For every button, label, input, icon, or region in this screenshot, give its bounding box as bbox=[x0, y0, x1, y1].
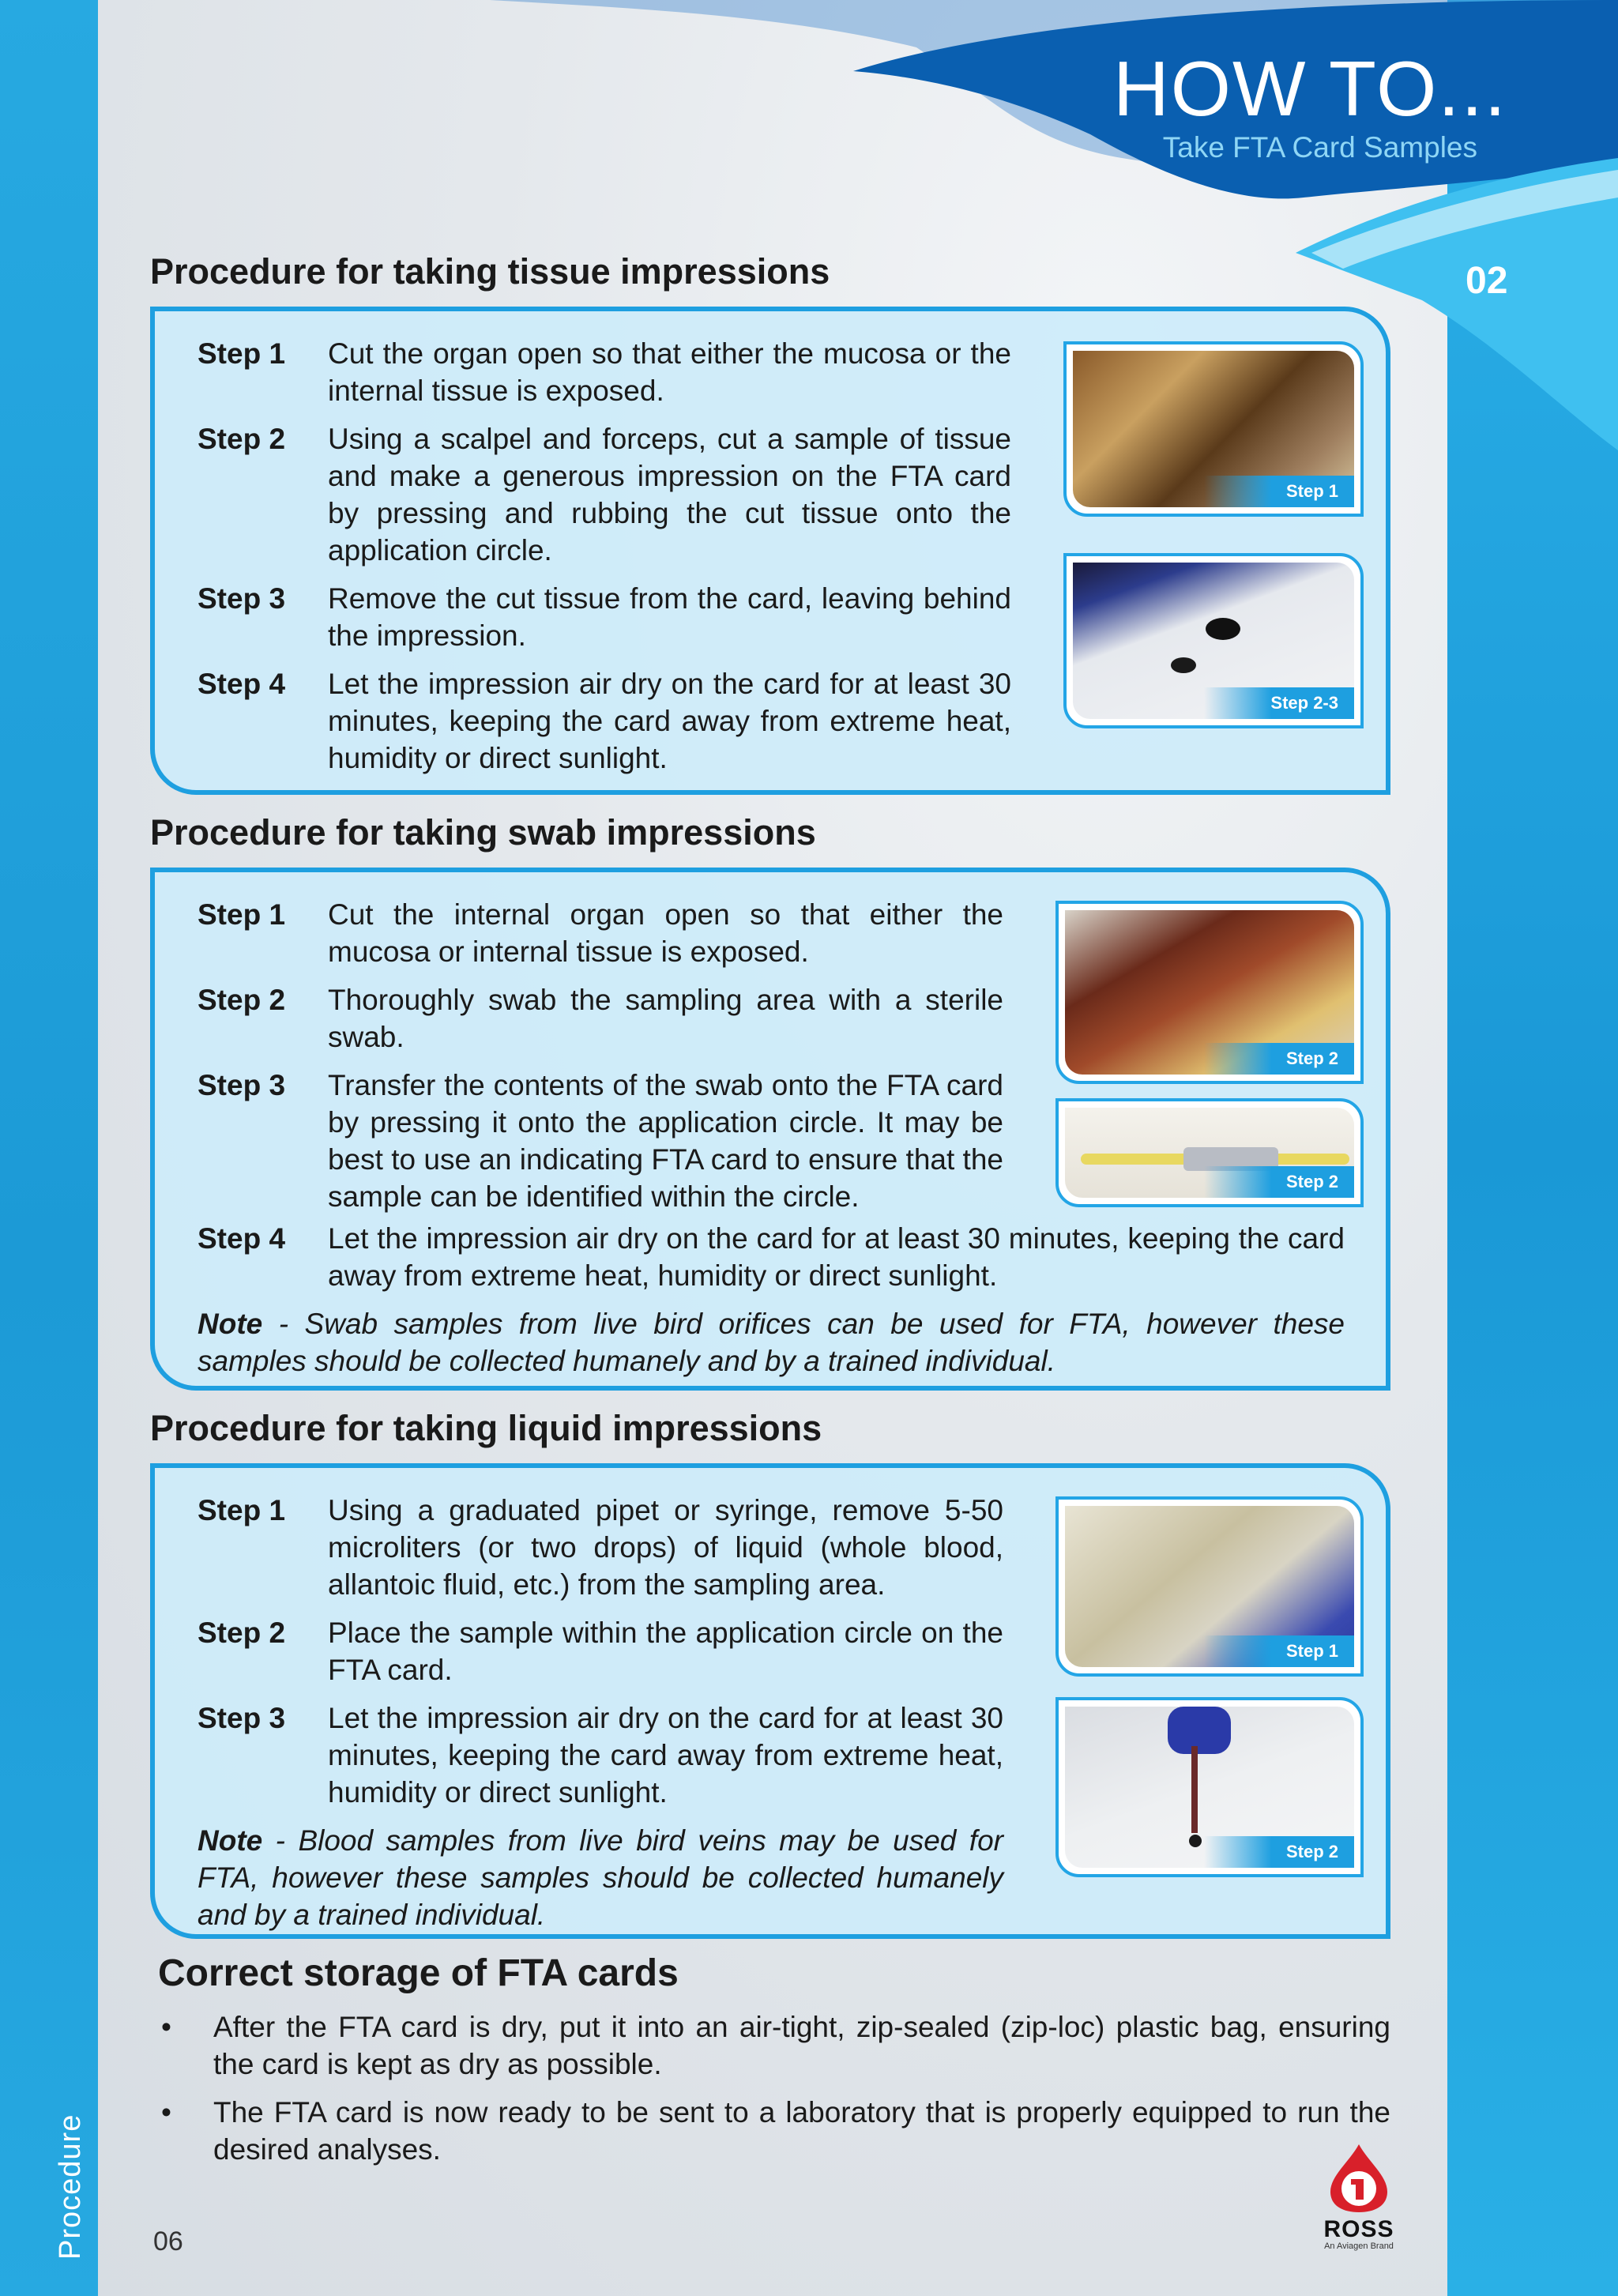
step-label: Step 3 bbox=[198, 1069, 286, 1101]
storage-bullet-list bbox=[158, 2008, 1390, 2179]
tissue-steps bbox=[198, 335, 1011, 788]
logo-subtext: An Aviagen Brand bbox=[1324, 2241, 1394, 2251]
tissue-photo-step2-3 bbox=[1063, 553, 1364, 728]
step-text: Let the impression air dry on the card for at least 30 minutes, keeping the card away from extreme heat, humidity or direct sunlight. bbox=[328, 1222, 1345, 1292]
step-text: Thoroughly swab the sampling area with a sterile swab. bbox=[328, 984, 1003, 1053]
step-text: Using a graduated pipet or syringe, remove 5-50 microliters (or two drops) of liquid (whole blood, allantoic fluid, etc.) from the sampling area. bbox=[328, 1494, 1003, 1601]
step-label: Step 1 bbox=[198, 898, 286, 931]
swab-steps-lower bbox=[198, 1220, 1345, 1379]
photo-tag: Step 1 bbox=[1204, 1635, 1354, 1667]
photo-tag: Step 2 bbox=[1204, 1166, 1354, 1198]
step-text: Place the sample within the application circle on the FTA card. bbox=[328, 1617, 1003, 1686]
bullet-icon: • bbox=[161, 2011, 171, 2043]
logo-text: ROSS bbox=[1323, 2216, 1394, 2242]
swab-heading: Procedure for taking swab impressions bbox=[150, 812, 816, 853]
page-number: 06 bbox=[153, 2226, 183, 2256]
ross-logo bbox=[1319, 2141, 1398, 2251]
swab-note bbox=[198, 1305, 1345, 1379]
tissue-step bbox=[198, 665, 1011, 777]
step-label: Step 4 bbox=[198, 1222, 286, 1255]
storage-heading: Correct storage of FTA cards bbox=[158, 1952, 679, 1994]
liquid-step bbox=[198, 1492, 1003, 1603]
step-label: Step 1 bbox=[198, 1494, 286, 1526]
list-item bbox=[158, 2008, 1390, 2083]
tissue-step bbox=[198, 420, 1011, 569]
liquid-heading: Procedure for taking liquid impressions bbox=[150, 1408, 822, 1448]
step-label: Step 3 bbox=[198, 1702, 286, 1734]
page-subtitle: Take FTA Card Samples bbox=[1162, 131, 1477, 164]
swab-step bbox=[198, 1220, 1345, 1294]
tissue-photo-step1 bbox=[1063, 341, 1364, 517]
photo-tag: Step 1 bbox=[1204, 476, 1354, 507]
bullet-text: After the FTA card is dry, put it into an air-tight, zip-sealed (zip-loc) plastic bag, ensuring the card is kept as dry as possible. bbox=[213, 2011, 1390, 2080]
photo-tag: Step 2-3 bbox=[1204, 687, 1354, 719]
swab-step bbox=[198, 981, 1003, 1056]
liquid-note bbox=[198, 1822, 1003, 1933]
bullet-text: The FTA card is now ready to be sent to a laboratory that is properly equipped to run the desired analyses. bbox=[213, 2096, 1390, 2166]
liquid-step bbox=[198, 1614, 1003, 1688]
swab-panel bbox=[150, 868, 1390, 1391]
swab-photo-1 bbox=[1055, 901, 1364, 1084]
liquid-step bbox=[198, 1699, 1003, 1811]
note-label: Note bbox=[198, 1824, 263, 1857]
list-item bbox=[158, 2094, 1390, 2168]
step-text: Transfer the contents of the swab onto the FTA card by pressing it onto the application circle. It may be best to use an indicating FTA card to ensure that the sample can be identified within the circle. bbox=[328, 1069, 1003, 1213]
step-text: Cut the organ open so that either the mucosa or the internal tissue is exposed. bbox=[328, 337, 1011, 407]
photo-tag: Step 2 bbox=[1204, 1836, 1354, 1868]
section-number: 02 bbox=[1466, 260, 1508, 302]
liquid-photo-step1 bbox=[1055, 1496, 1364, 1677]
note-text: - Swab samples from live bird orifices can be used for FTA, however these samples should be collected humanely and by a trained individual. bbox=[198, 1308, 1345, 1377]
step-text: Cut the internal organ open so that either the mucosa or internal tissue is exposed. bbox=[328, 898, 1003, 968]
step-text: Remove the cut tissue from the card, leaving behind the impression. bbox=[328, 582, 1011, 652]
step-label: Step 2 bbox=[198, 984, 286, 1016]
tissue-heading: Procedure for taking tissue impressions bbox=[150, 251, 830, 292]
step-label: Step 1 bbox=[198, 337, 286, 370]
swab-steps-upper bbox=[198, 896, 1003, 1226]
step-label: Step 3 bbox=[198, 582, 286, 615]
liquid-panel bbox=[150, 1463, 1390, 1939]
sidebar-procedure-label: Procedure bbox=[54, 2113, 87, 2260]
step-text: Using a scalpel and forceps, cut a sample of tissue and make a generous impression on the FTA card by pressing and rubbing the cut tissue onto the application circle. bbox=[328, 423, 1011, 566]
note-text: - Blood samples from live bird veins may be used for FTA, however these samples should be collected humanely and by a trained individual. bbox=[198, 1824, 1003, 1931]
note-label: Note bbox=[198, 1308, 263, 1340]
liquid-steps bbox=[198, 1492, 1003, 1933]
step-label: Step 4 bbox=[198, 668, 286, 700]
tissue-step bbox=[198, 335, 1011, 409]
tissue-step bbox=[198, 580, 1011, 654]
ross-drop-icon bbox=[1319, 2141, 1398, 2214]
liquid-photo-step2 bbox=[1055, 1697, 1364, 1877]
page-title: HOW TO... bbox=[1113, 45, 1507, 132]
step-text: Let the impression air dry on the card for at least 30 minutes, keeping the card away from extreme heat, humidity or direct sunlight. bbox=[328, 1702, 1003, 1809]
step-label: Step 2 bbox=[198, 1617, 286, 1649]
swab-photo-2 bbox=[1055, 1098, 1364, 1207]
step-label: Step 2 bbox=[198, 423, 286, 455]
bullet-icon: • bbox=[161, 2096, 171, 2129]
swab-step bbox=[198, 896, 1003, 970]
photo-tag: Step 2 bbox=[1204, 1043, 1354, 1075]
step-text: Let the impression air dry on the card for at least 30 minutes, keeping the card away from extreme heat, humidity or direct sunlight. bbox=[328, 668, 1011, 774]
swab-step bbox=[198, 1067, 1003, 1215]
tissue-panel bbox=[150, 307, 1390, 795]
